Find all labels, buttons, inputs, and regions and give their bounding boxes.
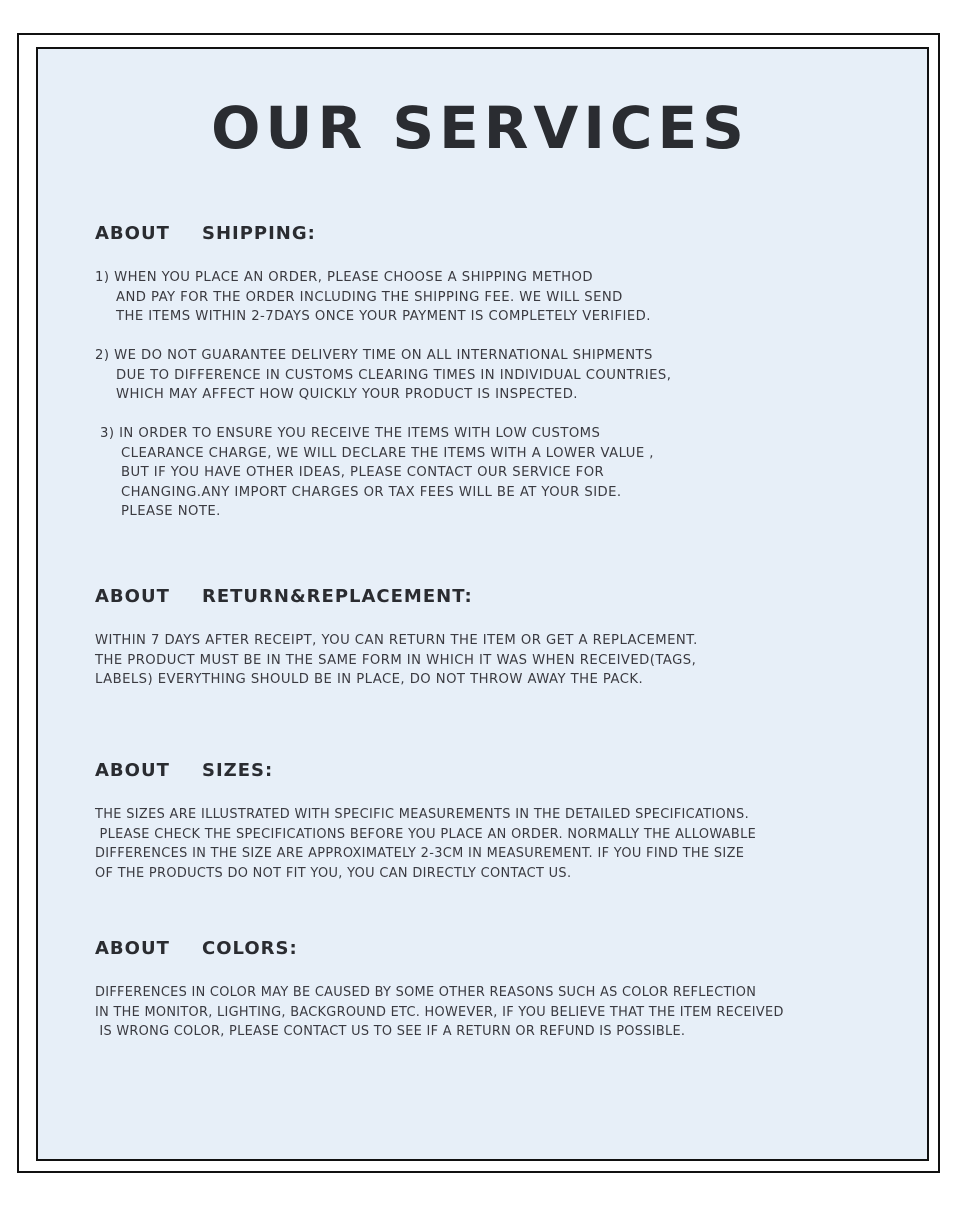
shipping-heading — [95, 223, 316, 245]
colors-line-3: IS WRONG COLOR, PLEASE CONTACT US TO SEE IF A RETURN OR REFUND IS POSSIBLE. — [95, 1024, 686, 1040]
sizes-text — [95, 805, 756, 883]
returns-line-1: WITHIN 7 DAYS AFTER RECEIPT, YOU CAN RETURN THE ITEM OR GET A REPLACEMENT. — [95, 633, 698, 648]
sizes-heading-prefix: ABOUT — [95, 760, 170, 781]
shipping-item-3 — [100, 424, 654, 522]
shipping-item-3-line-5: PLEASE NOTE. — [121, 504, 221, 520]
returns-heading — [95, 586, 473, 608]
shipping-item-2 — [95, 346, 671, 405]
shipping-item-3-line-4: CHANGING.ANY IMPORT CHARGES OR TAX FEES WILL BE AT YOUR SIDE. — [121, 484, 622, 500]
shipping-item-1 — [95, 268, 651, 327]
shipping-heading-prefix: ABOUT — [95, 223, 170, 244]
shipping-item-1-line-1: 1) WHEN YOU PLACE AN ORDER, PLEASE CHOOSE A SHIPPING METHOD — [95, 270, 593, 285]
shipping-item-3-line-2: CLEARANCE CHARGE, WE WILL DECLARE THE ITEMS WITH A LOWER VALUE , — [121, 445, 654, 461]
sizes-heading-title: SIZES: — [202, 760, 274, 781]
shipping-heading-title: SHIPPING: — [202, 223, 316, 244]
shipping-item-3-line-1: 3) IN ORDER TO ENSURE YOU RECEIVE THE ITEMS WITH LOW CUSTOMS — [100, 426, 601, 441]
returns-heading-prefix: ABOUT — [95, 586, 170, 607]
colors-line-1: DIFFERENCES IN COLOR MAY BE CAUSED BY SOME OTHER REASONS SUCH AS COLOR REFLECTION — [95, 985, 757, 1000]
sizes-line-4: OF THE PRODUCTS DO NOT FIT YOU, YOU CAN DIRECTLY CONTACT US. — [95, 865, 572, 881]
colors-heading-prefix: ABOUT — [95, 938, 170, 959]
shipping-item-1-line-2: AND PAY FOR THE ORDER INCLUDING THE SHIPPING FEE. WE WILL SEND — [116, 289, 623, 305]
shipping-item-1-line-3: THE ITEMS WITHIN 2-7DAYS ONCE YOUR PAYMENT IS COMPLETELY VERIFIED. — [116, 309, 651, 325]
shipping-item-2-line-3: WHICH MAY AFFECT HOW QUICKLY YOUR PRODUCT IS INSPECTED. — [116, 387, 578, 403]
sizes-line-1: THE SIZES ARE ILLUSTRATED WITH SPECIFIC MEASUREMENTS IN THE DETAILED SPECIFICATIONS. — [95, 807, 750, 822]
colors-heading-title: COLORS: — [202, 938, 298, 959]
returns-line-2: THE PRODUCT MUST BE IN THE SAME FORM IN WHICH IT WAS WHEN RECEIVED(TAGS, — [95, 652, 697, 668]
shipping-item-2-line-1: 2) WE DO NOT GUARANTEE DELIVERY TIME ON ALL INTERNATIONAL SHIPMENTS — [95, 348, 653, 363]
sizes-line-3: DIFFERENCES IN THE SIZE ARE APPROXIMATELY 2-3CM IN MEASUREMENT. IF YOU FIND THE SIZE — [95, 846, 745, 862]
sizes-line-2: PLEASE CHECK THE SPECIFICATIONS BEFORE YOU PLACE AN ORDER. NORMALLY THE ALLOWABLE — [95, 826, 757, 842]
sizes-heading — [95, 760, 273, 782]
page-title: OUR SERVICES — [211, 94, 749, 162]
colors-text — [95, 983, 784, 1042]
returns-line-3: LABELS) EVERYTHING SHOULD BE IN PLACE, DO NOT THROW AWAY THE PACK. — [95, 672, 644, 688]
shipping-item-3-line-3: BUT IF YOU HAVE OTHER IDEAS, PLEASE CONTACT OUR SERVICE FOR — [121, 465, 605, 481]
returns-text — [95, 631, 698, 690]
colors-line-2: IN THE MONITOR, LIGHTING, BACKGROUND ETC. HOWEVER, IF YOU BELIEVE THAT THE ITEM RECEIVED — [95, 1004, 784, 1020]
shipping-item-2-line-2: DUE TO DIFFERENCE IN CUSTOMS CLEARING TIMES IN INDIVIDUAL COUNTRIES, — [116, 367, 672, 383]
colors-heading — [95, 938, 298, 960]
returns-heading-title: RETURN&REPLACEMENT: — [202, 586, 473, 607]
